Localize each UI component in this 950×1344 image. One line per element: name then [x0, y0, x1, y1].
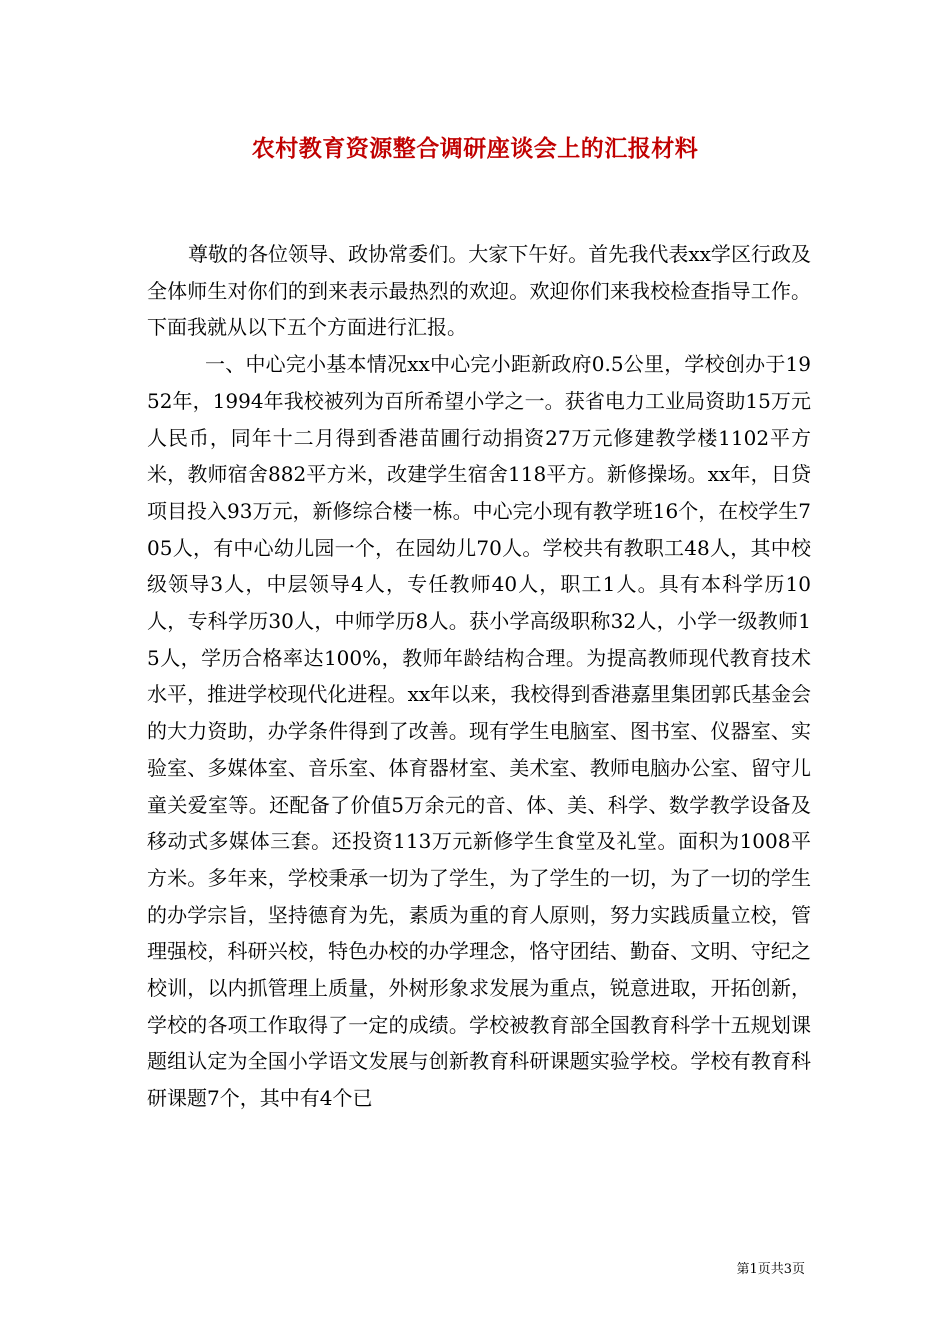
paragraph-greeting: 尊敬的各位领导、政协常委们。大家下午好。首先我代表xx学区行政及全体师生对你们的到来表示最热烈的欢迎。欢迎你们来我校检查指导工作。下面我就从以下五个方面进行汇报。 — [147, 242, 811, 340]
page-number: 第1页共3页 — [736, 1262, 805, 1277]
document-body — [147, 236, 811, 1117]
paragraph-school-overview: 一、中心完小基本情况xx中心完小距新政府0.5公里，学校创办于1952年，1994年我校被列为百所希望小学之一。获省电力工业局资助15万元人民币，同年十二月得到香港苗圃行动捐资27万元修建教学楼1102平方米，教师宿舍882平方米，改建学生宿舍118平方。新修操场。xx年，日贷项目投入93万元，新修综合楼一栋。中心完小现有教学班16个，在校学生705人，有中心幼儿园一个，在园幼儿70人。学校共有教职工48人，其中校级领导3人，中层领导4人，专任教师40人，职工1人。具有本科学历10人，专科学历30人，中师学历8人。获小学高级职称32人，小学一级教师15人，学历合格率达100%，教师年龄结构合理。为提高教师现代教育技术水平，推进学校现代化进程。xx年以来，我校得到香港嘉里集团郭氏基金会的大力资助，办学条件得到了改善。现有学生电脑室、图书室、仪器室、实验室、多媒体室、音乐室、体育器材室、美术室、教师电脑办公室、留守儿童关爱室等。还配备了价值5万余元的音、体、美、科学、数学教学设备及移动式多媒体三套。还投资113万元新修学生食堂及礼堂。面积为1008平方米。多年来，学校秉承一切为了学生，为了学生的一切，为了一切的学生的办学宗旨，坚持德育为先，素质为重的育人原则，努力实践质量立校，管理强校，科研兴校，特色办校的办学理念，恪守团结、勤奋、文明、守纪之校训，以内抓管理上质量，外树形象求发展为重点，锐意进取，开拓创新，学校的各项工作取得了一定的成绩。学校被教育部全国教育科学十五规划课题组认定为全国小学语文发展与创新教育科研课题实验学校。学校有教育科研课题7个，其中有4个已 — [147, 352, 811, 1111]
document-title: 农村教育资源整合调研座谈会上的汇报材料 — [251, 135, 699, 162]
